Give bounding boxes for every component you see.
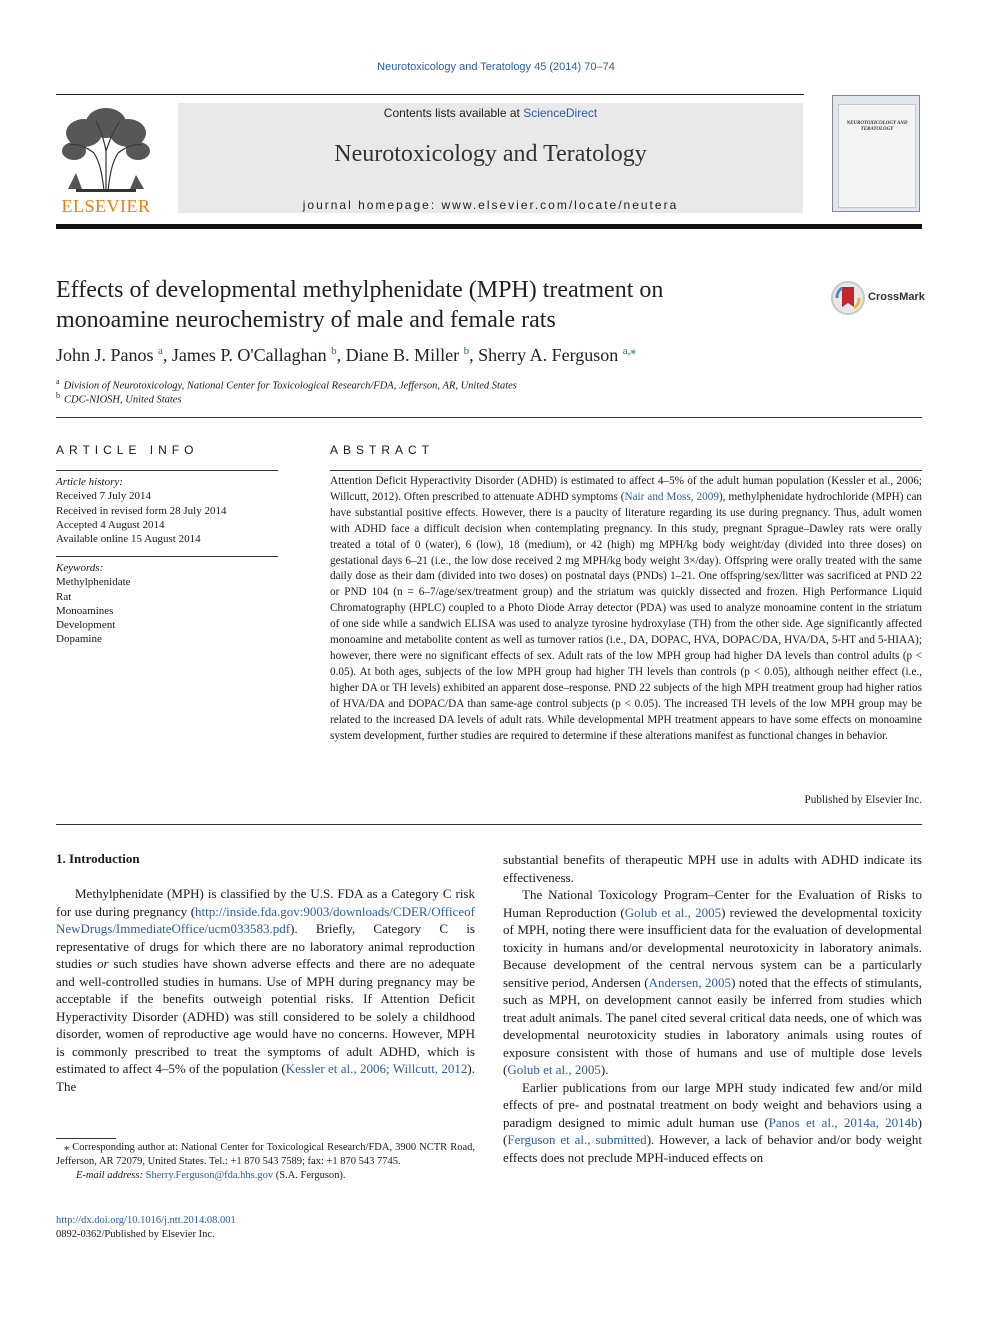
email-link[interactable]: Sherry.Ferguson@fda.hhs.gov	[145, 1170, 274, 1181]
article-info-rule	[56, 470, 278, 471]
affiliation: $^b$ CDC-NIOSH, United States	[56, 391, 182, 406]
section-heading: 1. Introduction	[56, 851, 140, 866]
keyword: Monoamines	[56, 604, 114, 617]
article-info-heading: ARTICLE INFO	[56, 443, 199, 457]
journal-name: Neurotoxicology and Teratology	[334, 141, 647, 167]
author-list: John J. Panos $^a$, James P. O'Callaghan $^b$, Diane B. Miller $^b$, Sherry A. Ferguson $^{a,⁎}$	[56, 345, 636, 365]
author-name: James P. O'Callaghan	[171, 345, 327, 365]
header-top-rule	[56, 94, 804, 95]
published-by: Published by Elsevier Inc.	[804, 794, 922, 806]
history-item: Available online 15 August 2014	[56, 533, 201, 546]
citation-link[interactable]: Ferguson et al., submitted	[507, 1132, 647, 1147]
issn-line: 0892-0362/Published by Elsevier Inc.	[56, 1229, 215, 1240]
keyword: Rat	[56, 590, 72, 603]
citation-link[interactable]: Nair and Moss, 2009	[624, 490, 719, 503]
author-affiliation-marker[interactable]: a	[158, 345, 163, 357]
article-title: Effects of developmental methylphenidate (MPH) treatment on monoamine neurochemistry of male and female rats	[56, 277, 664, 333]
abstract-rule	[330, 470, 922, 471]
history-item: Accepted 4 August 2014	[56, 518, 165, 531]
abstract-heading: ABSTRACT	[330, 443, 435, 457]
author-affiliation-marker[interactable]: b	[331, 345, 337, 357]
cover-title: NEUROTOXICOLOGY AND TERATOLOGY	[846, 121, 908, 132]
citation-link[interactable]: Panos et al., 2014a, 2014b	[768, 1114, 918, 1130]
abstract-text: Attention Deficit Hyperactivity Disorder (ADHD) is estimated to affect 4–5% of the adult human population (Kessler et al., 2006; Willcutt, 2012). Often prescribed to attenuate ADHD symptoms (Nair and Moss, 2009), methylphenidate hydrochloride (MPH) can have substantial positive effects. However, there is a paucity of literature regarding its use during pregnancy. Thus, adult women with ADHD face a difficult decision when contemplating pregnancy. In this study, pregnant Sprague–Dawley rats were orally treated a total of 0 (water), 6 (low), 18 (medium), or 42 (high) mg MPH/kg body weight/day (divided into three doses) on gestational days 6–21 (i.e., the low dose received 2 mg MPH/kg body weight 3×/day). Offspring were orally treated with the same daily dose as their dam (divided into two doses) on postnatal days (PNDs) 1–21. One offspring/sex/litter was sacrificed at PND 22 or PND 104 (n = 6–7/age/sex/treatment group) and the striatum was quickly dissected and frozen. High Performance Liquid Chromatography (HPLC) coupled to a Photo Diode Array detector (PDA) was used to analyze monoamine content in the striatum of one side while a sandwich ELISA was used to analyze tyrosine hydroxylase (TH) from the other side. Age significantly affected monoamine and metabolite content as well as turnover ratios (i.e., DA, DOPAC, HVA, DOPAC/DA, HVA/DA, 5-HT and 5-HIAA); however, there were no significant effects of sex. Adult rats of the low MPH group had higher DA levels than control adults (p < 0.05). At both ages, subjects of the low MPH group had higher TH levels than controls (p < 0.05), although neither effect (i.e., higher DA or TH levels) exhibited an apparent dose–response. PND 22 subjects of the high MPH treatment group had higher ratios of HVA/DA and DOPAC/DA than same-age control subjects (p < 0.05). The increased TH levels of the low MPH group may be related to the increased DA levels of adult rats. While developmental MPH treatment appears to have some effects on monoamine system development, further studies are required to determine if these alterations manifest as functional changes in behavior.	[330, 475, 922, 742]
keyword: Dopamine	[56, 633, 102, 646]
sciencedirect-link[interactable]: ScienceDirect	[523, 106, 598, 120]
fda-url-link[interactable]: http://inside.fda.gov:9003/downloads/CDER/OfficeofNewDrugs/ImmediateOffice/ucm033583.pdf	[56, 903, 475, 936]
history-label: Article history:	[56, 476, 123, 488]
history-item: Received in revised form 28 July 2014	[56, 504, 227, 517]
author-name: Sherry A. Ferguson	[478, 345, 619, 365]
citation-link[interactable]: Golub et al., 2005	[624, 904, 722, 920]
keywords-label: Keywords:	[56, 562, 104, 574]
crossmark-icon[interactable]	[830, 280, 866, 316]
author-affiliation-marker[interactable]: b	[463, 345, 470, 357]
citation-link[interactable]: Kessler et al., 2006; Willcutt, 2012	[285, 1061, 468, 1076]
header-thick-rule	[56, 224, 922, 229]
author-name: Diane B. Miller	[345, 345, 460, 365]
journal-homepage[interactable]: journal homepage: www.elsevier.com/locate/neutera	[302, 198, 679, 212]
citation-link[interactable]: Andersen, 2005	[648, 974, 732, 990]
body-paragraph: Methylphenidate (MPH) is classified by the U.S. FDA as a Category C risk for use during pregnancy (http://inside.fda.gov:9003/downloads/CDER/OfficeofNewDrugs/ImmediateOffice/ucm033583.pdf). Briefly, Category C is representative of drugs for which there are no laboratory animal reproduction studies or such studies have shown adverse effects and there are no adequate and well-controlled studies in humans. Use of MPH during pregnancy may be acceptable if the benefits outweigh potential risks. If Attention Deficit Hyperactivity Disorder (ADHD) was still considered to be solely a childhood disorder, women of reproductive age would have no concerns. However, MPH is commonly prescribed to treat the symptoms of adult ADHD, which is estimated to affect 4–5% of the population (Kessler et al., 2006; Willcutt, 2012). The	[56, 886, 475, 1094]
body-column-right	[503, 851, 922, 1166]
section-divider	[56, 824, 922, 825]
body-paragraph: substantial benefits of therapeutic MPH use in adults with ADHD indicate its effectiveness.	[503, 852, 922, 885]
journal-citation-link[interactable]: Neurotoxicology and Teratology 45 (2014) 70–74	[377, 61, 615, 73]
body-column-left	[56, 885, 475, 1095]
doi-link[interactable]: http://dx.doi.org/10.1016/j.ntt.2014.08.001	[56, 1215, 236, 1226]
section-divider	[56, 417, 922, 418]
crossmark-label[interactable]: CrossMark	[868, 291, 925, 303]
elsevier-wordmark: ELSEVIER	[61, 196, 151, 216]
contents-availability-line: Contents lists available at ScienceDirect	[383, 106, 598, 120]
email-owner: (S.A. Ferguson).	[275, 1170, 346, 1181]
body-paragraph: The National Toxicology Program–Center for the Evaluation of Risks to Human Reproduction (Golub et al., 2005) reviewed the developmental toxicity of MPH, noting there were insufficient data for the evaluation of developmental toxicity in humans and/or developmental neurotoxicity in laboratory animals. Because development of the central nervous system can be a particularly sensitive period, Andersen (Andersen, 2005) noted that the effects of stimulants, such as MPH, on development cannot easily be inferred from studies which treat adult animals. The panel cited several critical data needs, one of which was developmental neurotoxicity studies in laboratory animals using routes of exposure consistent with those of humans and use of multiple dose levels (Golub et al., 2005).	[503, 887, 922, 1077]
footnote-rule	[56, 1138, 116, 1139]
article-info-rule	[56, 556, 278, 557]
keyword: Methylphenidate	[56, 576, 131, 589]
author-name: John J. Panos	[56, 345, 154, 365]
corresponding-author-footnote	[56, 1141, 475, 1183]
keyword: Development	[56, 619, 116, 632]
body-paragraph: Earlier publications from our large MPH study indicated few and/or mild effects of pre- and postnatal treatment on body weight and behaviors using a paradigm designed to mimic adult human use (Panos et al., 2014a, 2014b) (Ferguson et al., submitted). However, a lack of behavior and/or body weight effects does not preclude MPH-induced effects on	[503, 1079, 923, 1165]
affiliation: $^a$ Division of Neurotoxicology, National Center for Toxicological Research/FDA, Jefferson, AR, United States	[56, 377, 517, 392]
corresponding-author: ⁎ Corresponding author at: National Center for Toxicological Research/FDA, 3900 NCTR Road, Jefferson, AR 72079, United States. Tel.: +1 870 543 7589; fax: +1 870 543 7745.	[56, 1142, 475, 1167]
keywords	[56, 561, 278, 647]
history-item: Received 7 July 2014	[56, 490, 152, 503]
author-affiliation-marker[interactable]: a,⁎	[622, 345, 636, 357]
article-history	[56, 475, 278, 546]
citation-link[interactable]: Golub et al., 2005	[507, 1062, 601, 1077]
email-label: E-mail address:	[76, 1170, 143, 1181]
journal-cover-thumbnail	[832, 95, 920, 212]
